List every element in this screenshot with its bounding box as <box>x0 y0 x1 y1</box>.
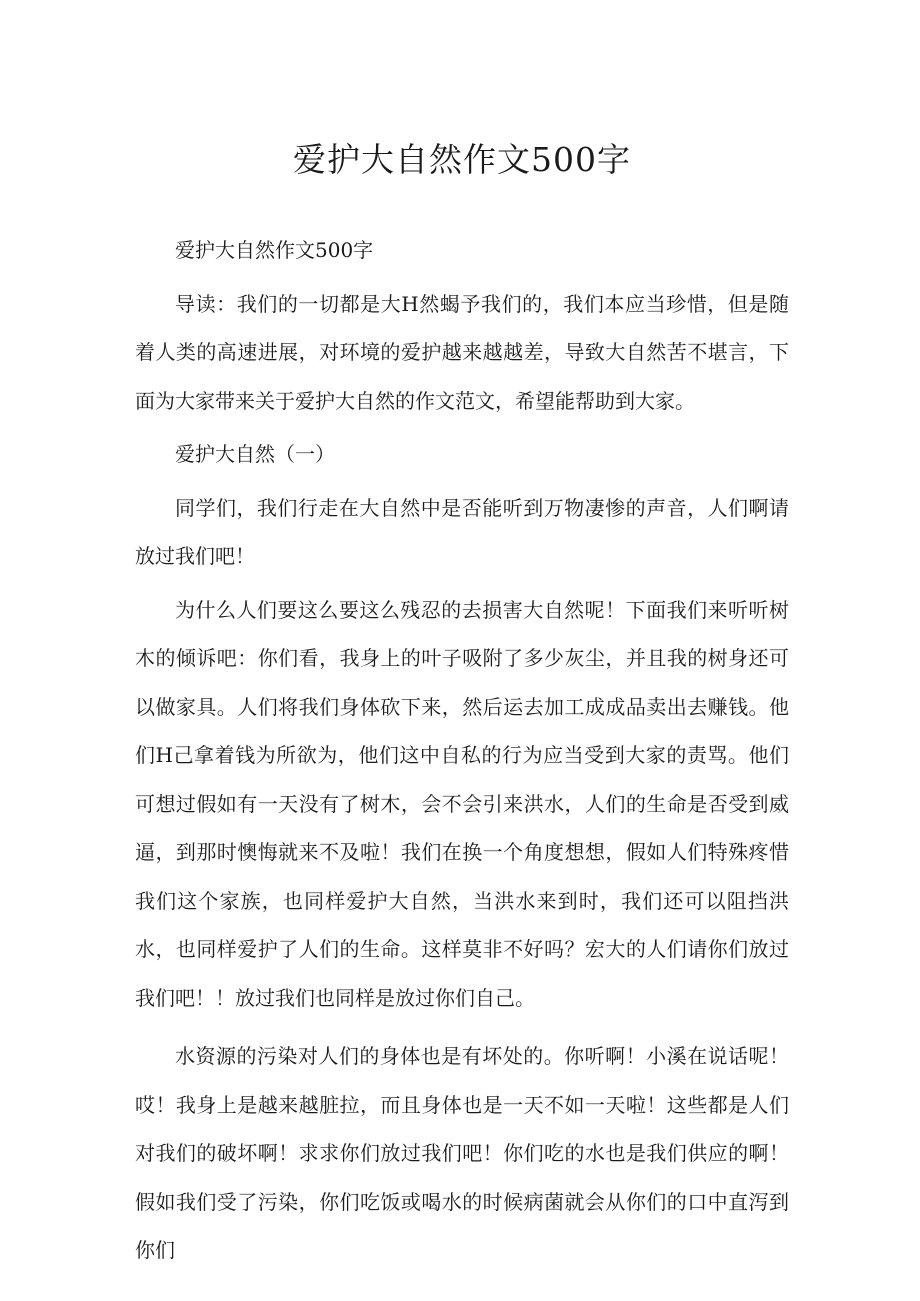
intro-paragraph: 导读：我们的一切都是大H然蝎予我们的，我们本应当珍惜，但是随着人类的高速进展，对环境的爱护越来越越差，导致大自然苦不堪言，下面为大家带来关于爱护大自然的作文范文，希望能帮助到大家。 <box>135 291 789 413</box>
document-title: 爱护大自然作文500字 <box>293 140 631 179</box>
subtitle-paragraph: 爱护大自然作文500字 <box>175 238 374 262</box>
body-paragraph: 同学们，我们行走在大自然中是否能听到万物凄惨的声音，人们啊请放过我们吧！ <box>135 495 789 568</box>
body-paragraph: 为什么人们要这么要这么残忍的去损害大自然呢！下面我们来听听树木的倾诉吧：你们看，我身上的叶子吸附了多少灰尘，并且我的树身还可以做家具。人们将我们身体砍下来，然后运去加工成成品卖出去赚钱。他们H己拿着钱为所欲为，他们这中自私的行为应当受到大家的责骂。他们可想过假如有一天没有了树木，会不会引来洪水，人们的生命是否受到威逼，到那时懊悔就来不及啦！我们在换一个角度想想，假如人们特殊疼惜我们这个家族，也同样爱护大自然，当洪水来到时，我们还可以阻挡洪水，也同样爱护了人们的生命。这样莫非不好吗？宏大的人们请你们放过我们吧！！放过我们也同样是放过你们自己。 <box>135 597 789 1010</box>
body-paragraph: 水资源的污染对人们的身体也是有坏处的。你听啊！小溪在说话呢！哎！我身上是越来越脏拉，而且身体也是一天不如一天啦！这些都是人们对我们的破坏啊！求求你们放过我们吧！你们吃的水也是我们供应的啊！假如我们受了污染，你们吃饭或喝水的时候病菌就会从你们的口中直泻到你们 <box>135 1044 789 1262</box>
section-heading: 爱护大自然（一） <box>175 442 335 466</box>
